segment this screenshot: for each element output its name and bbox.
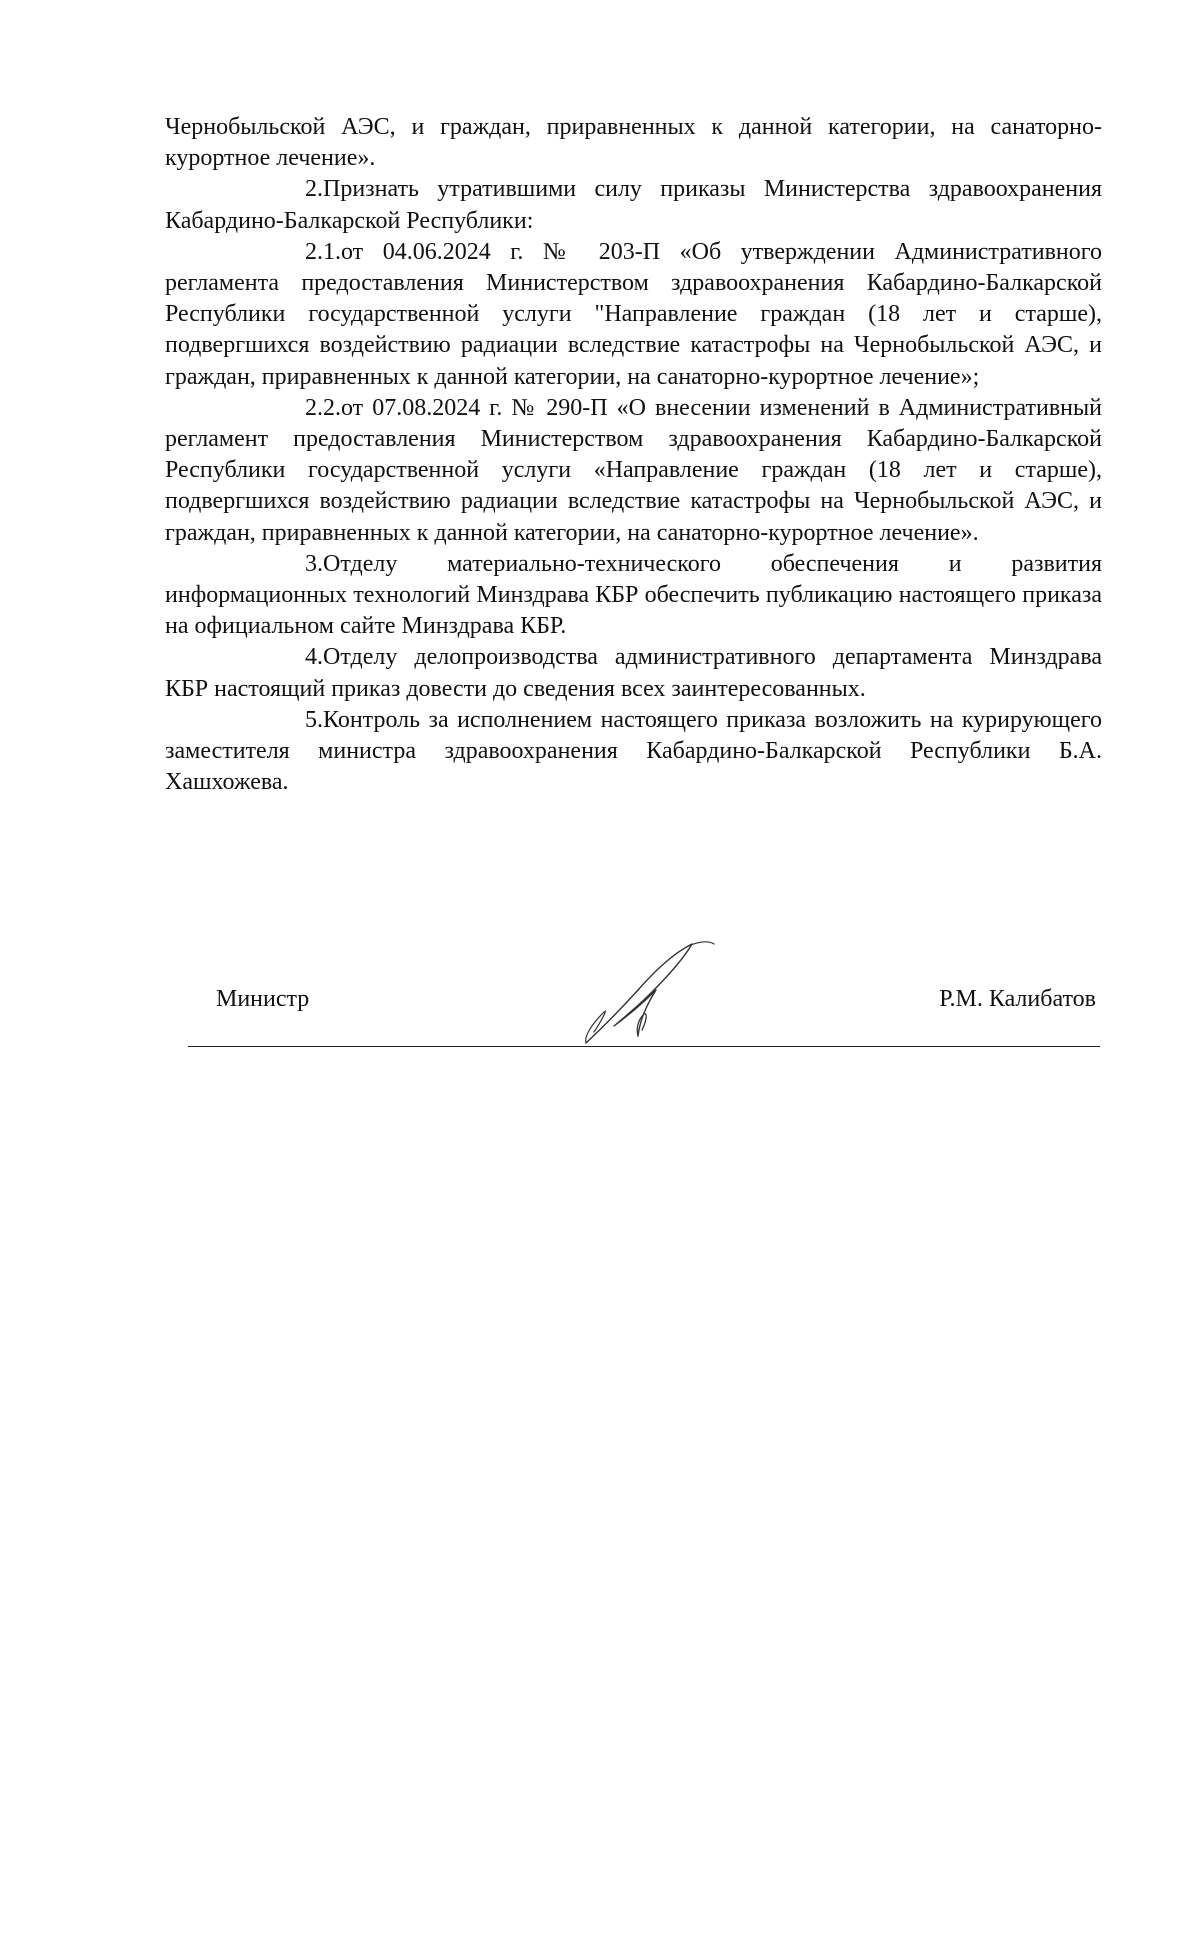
paragraph-text: Контроль за исполнением настоящего приказа возложить на курирующего заместителя министра здравоохранения Кабардино-Балкарской Республики Б.А. Хашхожева. (165, 706, 1102, 796)
paragraph-item-3 (165, 549, 1102, 643)
paragraph-number: 5. (305, 706, 323, 733)
paragraph-item-5 (165, 705, 1102, 799)
paragraph-text: Признать утратившими силу приказы Министерства здравоохранения Кабардино-Балкарской Республики: (165, 176, 1102, 234)
paragraph-text: Отделу материально-технического обеспечения и развития информационных технологий Минздрава КБР обеспечить публикацию настоящего приказа на официальном сайте Минздрава КБР. (165, 550, 1102, 640)
paragraph-item-2-2 (165, 393, 1102, 549)
paragraph-item-2-1 (165, 237, 1102, 393)
paragraph-number: 2. (305, 176, 323, 203)
paragraph-text: Отделу делопроизводства административного департамента Минздрава КБР настоящий приказ довести до сведения всех заинтересованных. (165, 644, 1102, 702)
paragraph-number: 2.1. (305, 238, 341, 265)
document-body (165, 112, 1102, 798)
signatory-title: Министр (216, 986, 310, 1012)
paragraph-text: от 04.06.2024 г. № 203-П «Об утверждении Административного регламента предоставления Министерством здравоохранения Кабардино-Балкарской Республики государственной услуги "Направление граждан (18 лет и старше), подвергшихся воздействию радиации вследствие катастрофы на Чернобыльской АЭС, и граждан, приравненных к данной категории, на санаторно-курортное лечение»; (165, 238, 1102, 390)
signatory-name: Р.М. Калибатов (939, 986, 1096, 1012)
paragraph-number: 2.2. (305, 394, 341, 421)
paragraph-number: 4. (305, 644, 323, 671)
paragraph-text: от 07.08.2024 г. № 290-П «О внесении изменений в Административный регламент предоставления Министерством здравоохранения Кабардино-Балкарской Республики государственной услуги «Направление граждан (18 лет и старше), подвергшихся воздействию радиации вследствие катастрофы на Чернобыльской АЭС, и граждан, приравненных к данной категории, на санаторно-курортное лечение». (165, 394, 1102, 546)
paragraph-continuation (165, 112, 1102, 174)
handwritten-signature-icon (580, 940, 725, 1048)
paragraph-text: Чернобыльской АЭС, и граждан, приравненных к данной категории, на санаторно-курортное лечение». (165, 114, 1102, 172)
signature-underline (188, 1046, 1100, 1047)
paragraph-number: 3. (305, 550, 323, 577)
paragraph-item-2 (165, 174, 1102, 236)
paragraph-item-4 (165, 642, 1102, 704)
